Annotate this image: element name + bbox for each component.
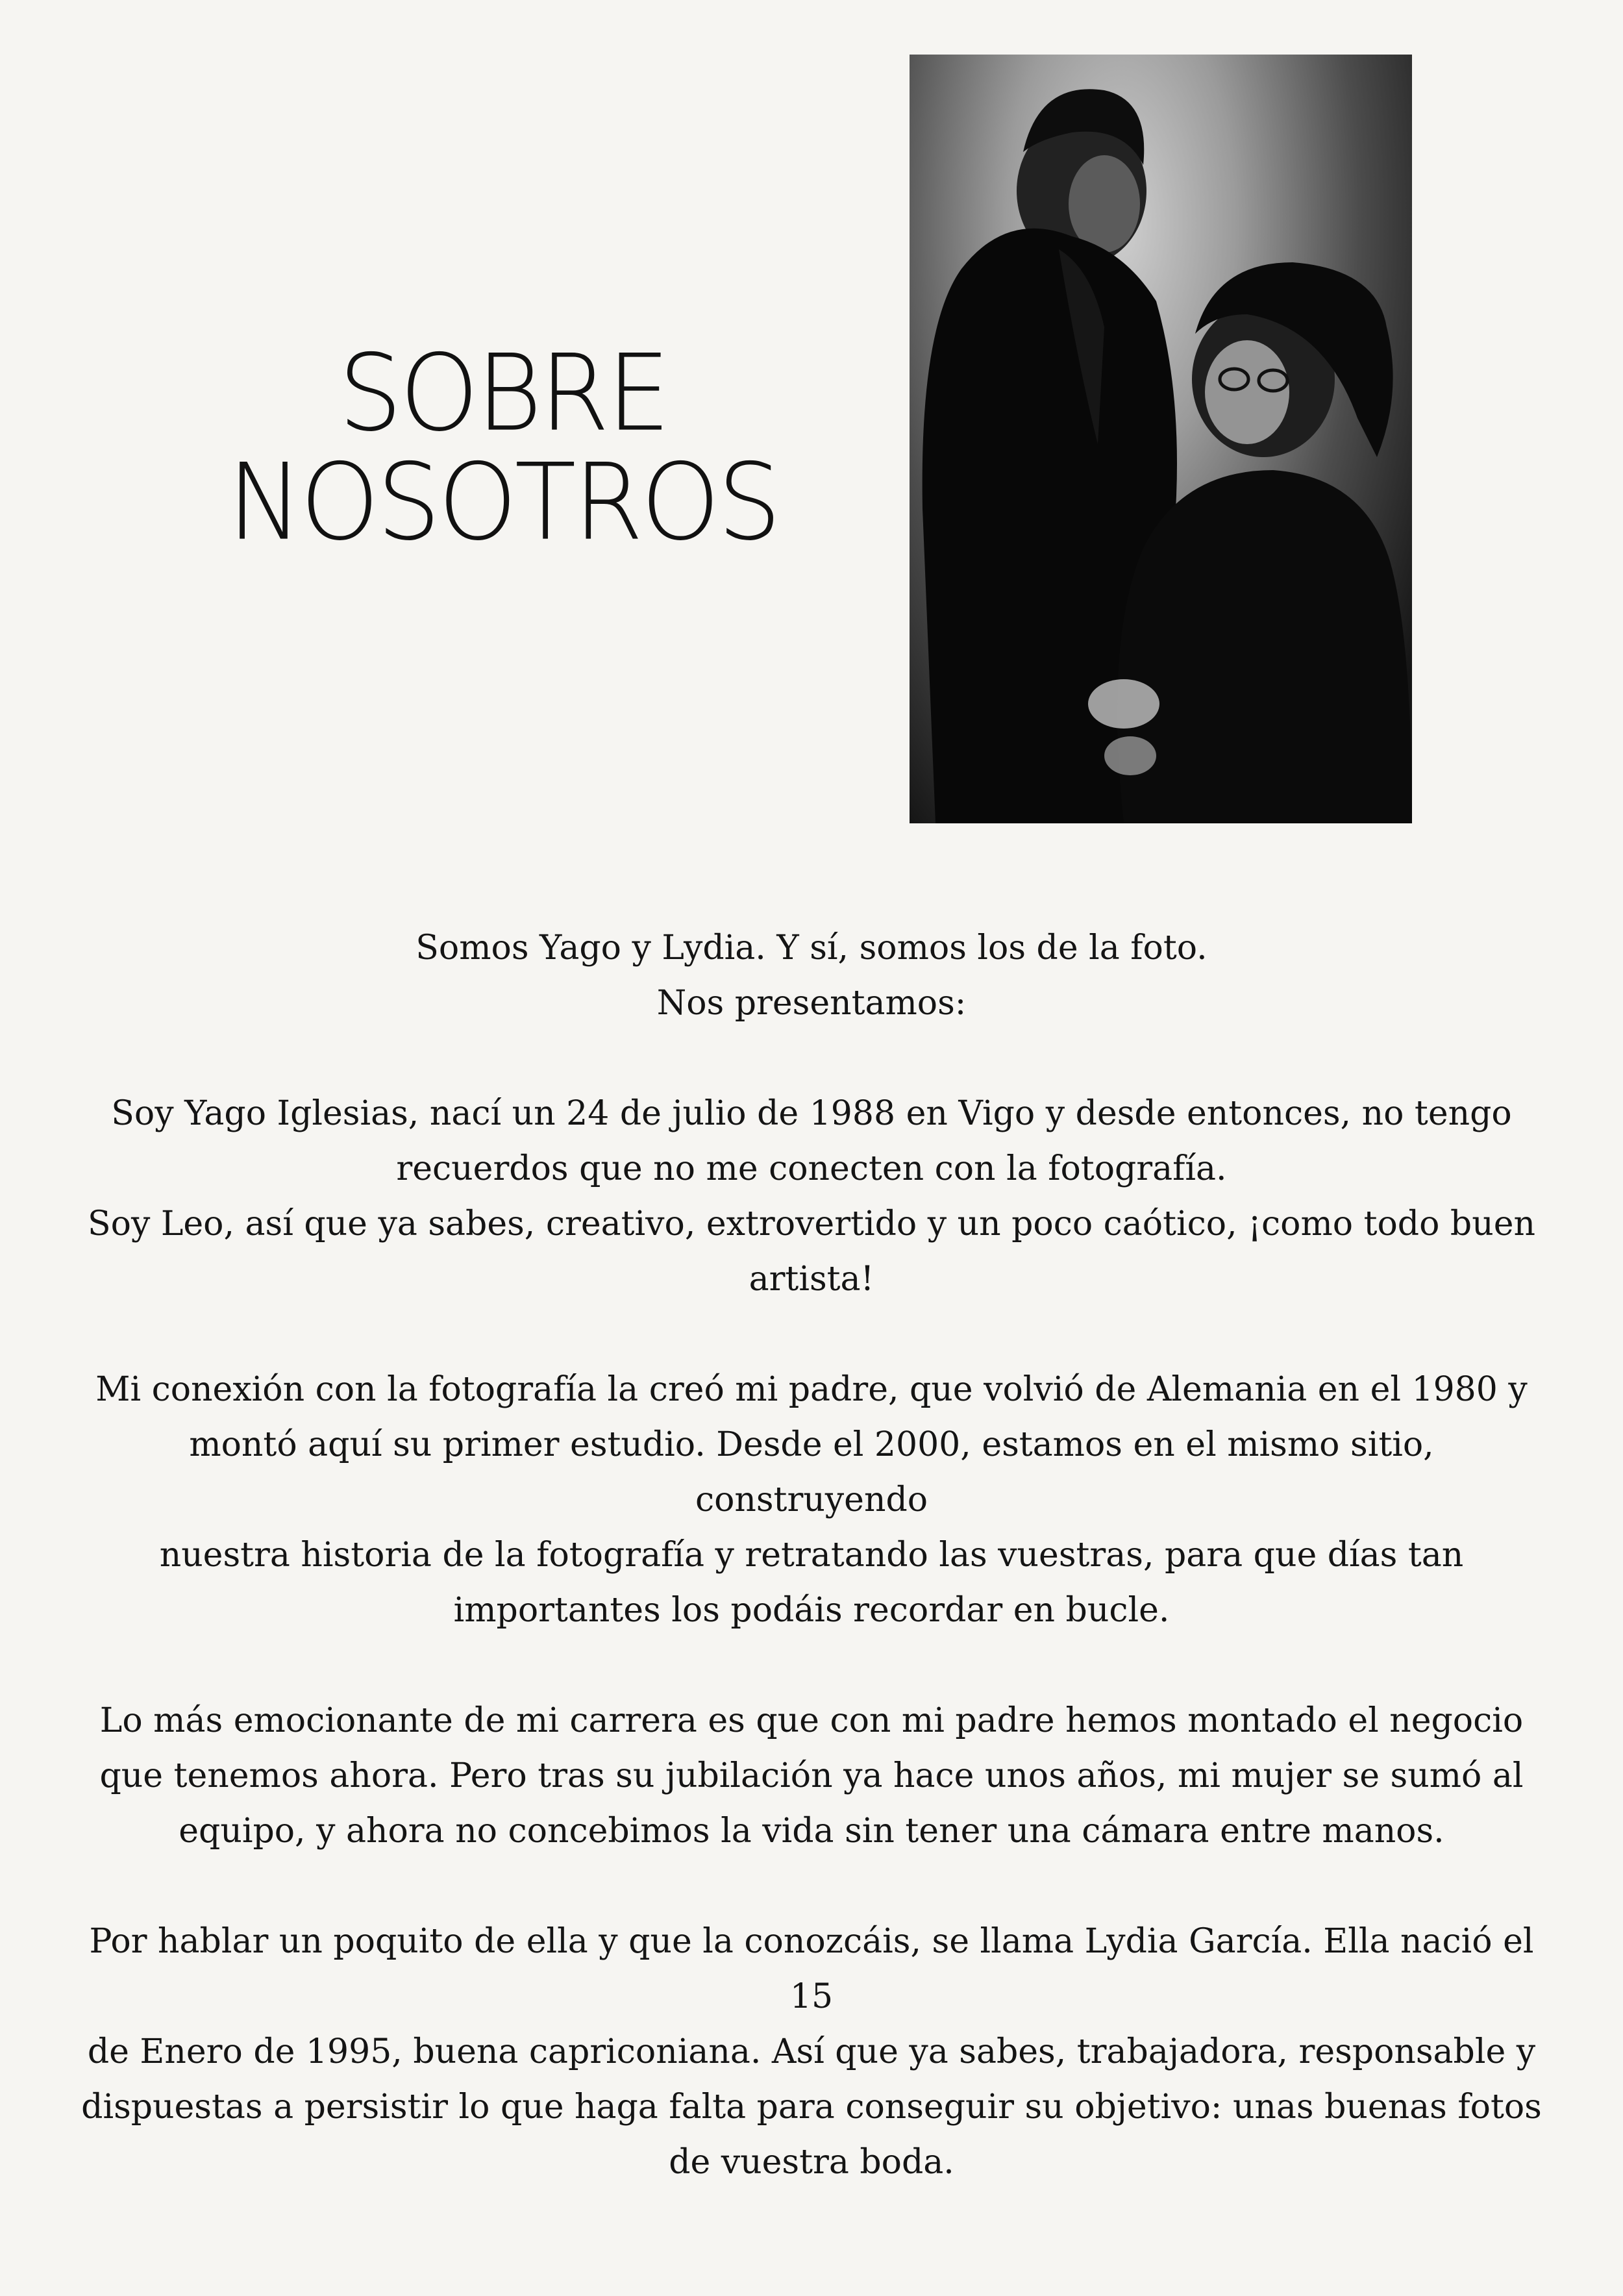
text-line: montó aquí su primer estudio. Desde el 2000, estamos en el mismo sitio, construyendo [189,1425,1434,1519]
text-line: de vuestra boda. [669,2143,954,2182]
text-line: Somos Yago y Lydia. Y sí, somos los de la foto. [415,929,1208,967]
text-line: Soy Leo, así que ya sabes, creativo, extrovertido y un poco caótico, ¡como todo buen [88,1204,1535,1243]
paragraph-gap [71,1307,1552,1362]
text-line: Por hablar un poquito de ella y que la conozcáis, se llama Lydia García. Ella nació el 15 [89,1922,1534,2016]
text-line: Mi conexión con la fotografía la creó mi padre, que volvió de Alemania en el 1980 y [95,1370,1528,1409]
couple-silhouette [910,55,1412,823]
about-text [71,921,1552,2190]
text-line: importantes los podáis recordar en bucle. [453,1591,1170,1630]
page-title [195,331,812,564]
text-line: que tenemos ahora. Pero tras su jubilación ya hace unos años, mi mujer se sumó al [99,1756,1524,1795]
text-line: recuerdos que no me conecten con la fotografía. [396,1149,1227,1188]
couple-photo [910,55,1412,823]
text-line: Lo más emocionante de mi carrera es que con mi padre hemos montado el negocio [99,1701,1524,1740]
text-line: de Enero de 1995, buena capriconiana. Así que ya sabes, trabajadora, responsable y [87,2032,1536,2071]
paragraph-gap [71,1638,1552,1693]
text-line: equipo, y ahora no concebimos la vida sin tener una cámara entre manos. [179,1812,1444,1851]
text-line: Nos presentamos: [656,984,967,1023]
paragraph-gap [71,1859,1552,1914]
title-line-2: NOSOTROS [227,440,779,564]
text-line: artista! [749,1260,874,1299]
text-line: nuestra historia de la fotografía y retratando las vuestras, para que días tan [159,1536,1464,1575]
title-line-1: SOBRE [338,331,668,455]
text-line: dispuestas a persistir lo que haga falta para conseguir su objetivo: unas buenas fotos [81,2088,1542,2127]
paragraph-gap [71,1031,1552,1086]
text-line: Soy Yago Iglesias, nací un 24 de julio de 1988 en Vigo y desde entonces, no tengo [111,1094,1512,1133]
